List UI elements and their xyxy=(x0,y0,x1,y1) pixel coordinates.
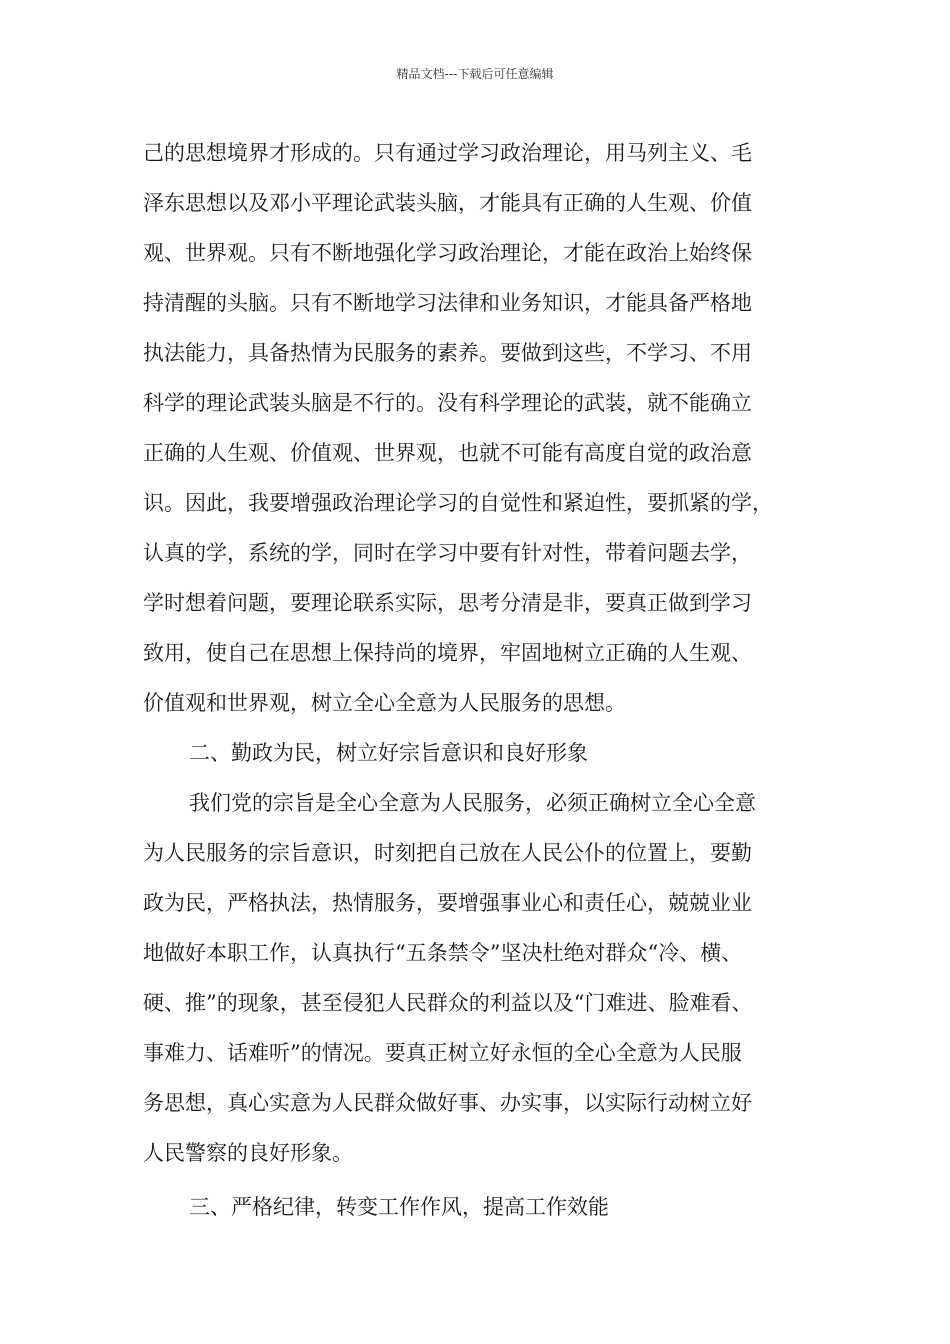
paragraph-line: 硬、推”的现象，甚至侵犯人民群众的利益以及“门难进、脸难看、 xyxy=(143,991,753,1015)
paragraph-line: 我们党的宗旨是全心全意为人民服务，必须正确树立全心全意 xyxy=(189,791,756,815)
section-heading: 二、勤政为民，树立好宗旨意识和良好形象 xyxy=(189,741,588,765)
paragraph-line: 务思想，真心实意为人民群众做好事、办实事，以实际行动树立好 xyxy=(143,1091,752,1115)
paragraph-line: 科学的理论武装头脑是不行的。没有科学理论的武装，就不能确立 xyxy=(143,391,752,415)
paragraph-line: 价值观和世界观，树立全心全意为人民服务的思想。 xyxy=(143,691,626,715)
paragraph-line: 泽东思想以及邓小平理论武装头脑，才能具有正确的人生观、价值 xyxy=(143,191,752,215)
paragraph-line: 致用，使自己在思想上保持尚的境界，牢固地树立正确的人生观、 xyxy=(143,641,752,665)
section-heading: 三、严格纪律，转变工作作风，提高工作效能 xyxy=(189,1195,609,1219)
paragraph-line: 政为民，严格执法，热情服务，要增强事业心和责任心，兢兢业业 xyxy=(143,891,752,915)
paragraph-line: 持清醒的头脑。只有不断地学习法律和业务知识，才能具备严格地 xyxy=(143,291,752,315)
paragraph-line: 识。因此，我要增强政治理论学习的自觉性和紧迫性，要抓紧的学， xyxy=(143,491,773,515)
paragraph-line: 正确的人生观、价值观、世界观，也就不可能有高度自觉的政治意 xyxy=(143,441,752,465)
page-header: 精品文档---下载后可任意编辑 xyxy=(396,67,554,81)
paragraph-line: 人民警察的良好形象。 xyxy=(143,1141,353,1165)
paragraph-line: 观、世界观。只有不断地强化学习政治理论，才能在政治上始终保 xyxy=(143,241,752,265)
paragraph-line: 认真的学，系统的学，同时在学习中要有针对性，带着问题去学， xyxy=(143,541,752,565)
paragraph-line: 地做好本职工作，认真执行“五条禁令”坚决杜绝对群众“冷、横、 xyxy=(143,941,743,965)
paragraph-line: 为人民服务的宗旨意识，时刻把自己放在人民公仆的位置上，要勤 xyxy=(143,841,752,865)
document-body xyxy=(143,128,833,1232)
paragraph-line: 己的思想境界才形成的。只有通过学习政治理论，用马列主义、毛 xyxy=(143,141,752,165)
paragraph-line: 学时想着问题，要理论联系实际，思考分清是非，要真正做到学习 xyxy=(143,591,752,615)
paragraph-line: 执法能力，具备热情为民服务的素养。要做到这些，不学习、不用 xyxy=(143,341,752,365)
paragraph-line: 事难力、话难听”的情况。要真正树立好永恒的全心全意为人民服 xyxy=(143,1041,742,1065)
